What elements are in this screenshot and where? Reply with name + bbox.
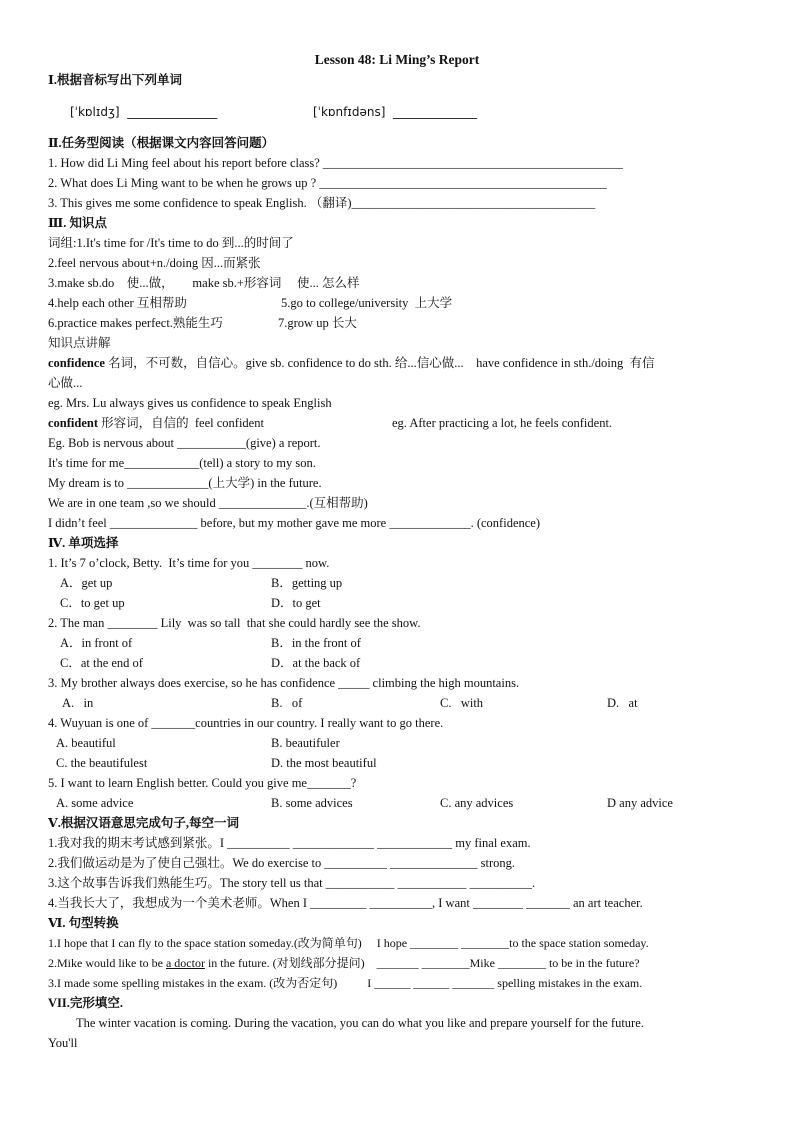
q5-option-a: A. some advice bbox=[56, 796, 134, 810]
q4-option-c: C. the beautifulest bbox=[56, 756, 148, 770]
q4-option-b: B. beautifuler bbox=[271, 736, 340, 750]
q3-option-d: D. at bbox=[607, 696, 638, 710]
q3-option-c: C. with bbox=[440, 696, 484, 710]
confidence-word: confidence bbox=[48, 356, 105, 370]
q5-option-b: B. some advices bbox=[271, 796, 353, 810]
section-3-heading: Ⅲ. 知识点 bbox=[48, 216, 107, 230]
page-title: Lesson 48: Li Ming’s Report bbox=[314, 52, 480, 67]
exercise-2: It's time for me____________(tell) a story to my son. bbox=[48, 456, 316, 470]
q1-option-a: A．get up bbox=[60, 576, 113, 590]
reading-question-3: 3. This gives me some confidence to speak English. （翻译)_______________________________________ bbox=[48, 196, 596, 210]
confident-example: eg. After practicing a lot, he feels confident. bbox=[392, 416, 613, 430]
transform-2-end: in the future. (对划线部分提问) _______ ________Mike ________ to be in the future? bbox=[204, 956, 640, 970]
q2-option-a: A．in front of bbox=[60, 636, 133, 650]
section-2-heading: Ⅱ.任务型阅读（根据课文内容回答问题） bbox=[48, 136, 275, 150]
phonetic-item-1: [ˈkɒlɪdʒ] _______________ bbox=[70, 105, 218, 119]
transform-2 bbox=[48, 955, 640, 971]
q5-option-d: D any advice bbox=[607, 796, 673, 810]
phrase-line-1: 词组:1.It's time for /It's time to do 到...的时间了 bbox=[48, 236, 294, 250]
transform-2-start: 2.Mike would like to be bbox=[48, 956, 166, 970]
section-7-heading: VII.完形填空. bbox=[48, 996, 124, 1010]
exercise-1: Eg. Bob is nervous about ___________(give) a report. bbox=[48, 436, 321, 450]
underlined-phrase: a doctor bbox=[165, 956, 205, 970]
q3-option-b: B. of bbox=[271, 696, 303, 710]
exercise-3: My dream is to _____________(上大学) in the future. bbox=[48, 476, 322, 490]
phrase-line-4b: 5.go to college/university 上大学 bbox=[281, 296, 453, 310]
transform-1: 1.I hope that I can fly to the space station someday.(改为简单句) I hope ________ ________to the space station someday. bbox=[48, 936, 649, 950]
explanation-heading: 知识点讲解 bbox=[48, 336, 111, 350]
reading-question-2: 2. What does Li Ming want to be when he grows up ? ______________________________________________ bbox=[48, 176, 607, 190]
translation-3: 3.这个故事告诉我们熟能生巧。The story tell us that ___________ ___________ __________. bbox=[48, 876, 536, 890]
q1-option-b: B．getting up bbox=[271, 576, 343, 590]
phrase-line-2: 2.feel nervous about+n./doing 因...而紧张 bbox=[48, 256, 261, 270]
q1-option-d: D．to get bbox=[271, 596, 321, 610]
phrase-line-4: 4.help each other 互相帮助 bbox=[48, 296, 187, 310]
exercise-5: I didn’t feel ______________ before, but my mother gave me more _____________. (confidence) bbox=[48, 516, 541, 530]
phrase-line-5b: 7.grow up 长大 bbox=[278, 316, 357, 330]
translation-4: 4.当我长大了，我想成为一个美术老师。When I _________ __________, I want ________ _______ an art teacher. bbox=[48, 896, 643, 910]
confidence-def-text: 名词，不可数，自信心。give sb. confidence to do sth. 给...信心做... have confidence in sth./doing 有信 bbox=[104, 356, 655, 370]
confident-word: confident bbox=[48, 416, 98, 430]
q4-option-a: A. beautiful bbox=[56, 736, 116, 750]
phrase-line-5: 6.practice makes perfect.熟能生巧 bbox=[48, 316, 223, 330]
choice-question-2: 2. The man ________ Lily was so tall that she could hardly see the show. bbox=[48, 616, 421, 630]
q4-option-d: D. the most beautiful bbox=[271, 756, 377, 770]
translation-1: 1.我对我的期末考试感到紧张。I __________ _____________ ____________ my final exam. bbox=[48, 836, 531, 850]
choice-question-1: 1. It’s 7 o’clock, Betty. It’s time for you ________ now. bbox=[48, 556, 330, 570]
section-1-heading: Ⅰ.根据音标写出下列单词 bbox=[48, 73, 182, 87]
example-1: eg. Mrs. Lu always gives us confidence to speak English bbox=[48, 396, 332, 410]
confidence-definition bbox=[48, 355, 655, 371]
transform-3: 3.I made some spelling mistakes in the exam. (改为否定句) I ______ ______ _______ spelling mistakes in the exam. bbox=[48, 976, 643, 990]
q2-option-c: C．at the end of bbox=[60, 656, 143, 670]
choice-question-3: 3. My brother always does exercise, so he has confidence _____ climbing the high mountains. bbox=[48, 676, 520, 690]
cloze-paragraph-line-1: The winter vacation is coming. During the vacation, you can do what you like and prepare yourself for the future. bbox=[76, 1016, 644, 1030]
q2-option-b: B．in the front of bbox=[271, 636, 361, 650]
section-6-heading: Ⅵ. 句型转换 bbox=[48, 916, 119, 930]
choice-question-4: 4. Wuyuan is one of _______countries in our country. I really want to go there. bbox=[48, 716, 444, 730]
reading-question-1: 1. How did Li Ming feel about his report before class? ________________________________________________ bbox=[48, 156, 623, 170]
exercise-4: We are in one team ,so we should ______________.(互相帮助) bbox=[48, 496, 368, 510]
translation-2: 2.我们做运动是为了使自己强壮。We do exercise to __________ ______________ strong. bbox=[48, 856, 516, 870]
confident-def-text: 形容词，自信的 feel confident bbox=[98, 416, 264, 430]
cloze-paragraph-line-2: You'll bbox=[48, 1036, 78, 1050]
q1-option-c: C．to get up bbox=[60, 596, 125, 610]
phrase-line-3: 3.make sb.do 使...做， make sb.+形容词 使... 怎么样 bbox=[48, 276, 360, 290]
q3-option-a: A. in bbox=[62, 696, 94, 710]
q2-option-d: D．at the back of bbox=[271, 656, 361, 670]
section-5-heading: Ⅴ.根据汉语意思完成句子,每空一词 bbox=[48, 816, 239, 830]
section-4-heading: Ⅳ. 单项选择 bbox=[48, 536, 119, 550]
confident-definition bbox=[48, 415, 264, 431]
confidence-definition-cont: 心做... bbox=[48, 376, 83, 390]
q5-option-c: C. any advices bbox=[440, 796, 514, 810]
choice-question-5: 5. I want to learn English better. Could you give me_______? bbox=[48, 776, 357, 790]
phonetic-item-2: [ˈkɒnfɪdəns] ______________ bbox=[313, 105, 478, 119]
